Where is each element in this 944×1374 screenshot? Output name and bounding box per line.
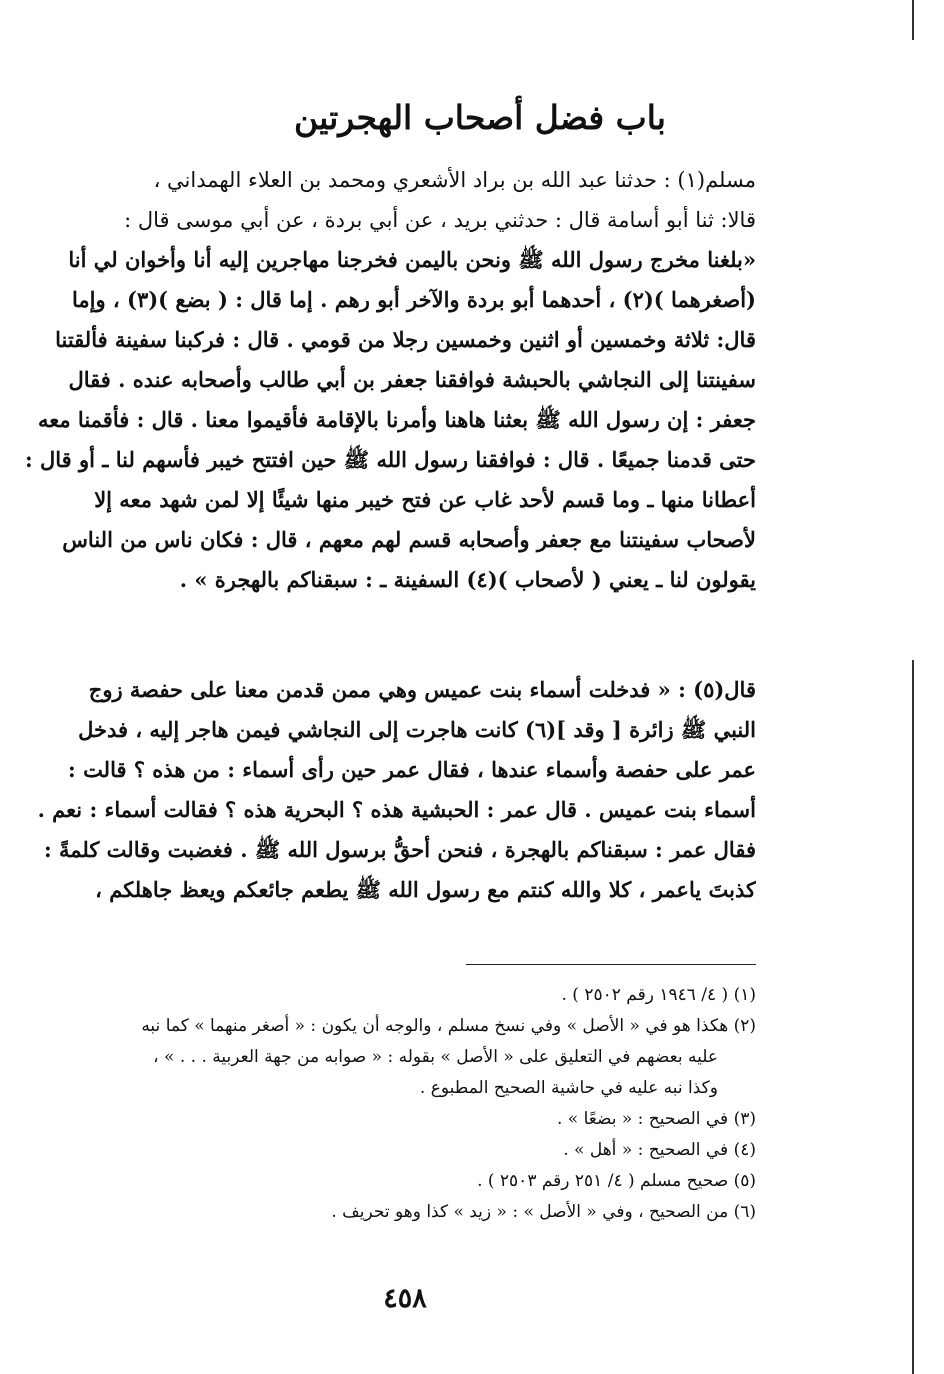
text-line: جعفر : إن رسول الله ﷺ بعثنا هاهنا وأمرنا بالإقامة فأقيموا معنا . قال : فأقمنا معه xyxy=(37,407,756,432)
text-line: فقال عمر : سبقناكم بالهجرة ، فنحن أحقُّ برسول الله ﷺ . فغضبت وقالت كلمةً : xyxy=(43,837,756,862)
text-line: أسماء بنت عميس . قال عمر : الحبشية هذه ؟ البحرية هذه ؟ فقالت أسماء : نعم . xyxy=(37,797,756,822)
text-line: «بلغنا مخرج رسول الله ﷺ ونحن باليمن فخرجنا مهاجرين إليه أنا وأخوان لي أنا xyxy=(68,247,756,272)
text-line: أعطانا منها ـ وما قسم لأحد غاب عن فتح خيبر منها شيئًا إلا لمن شهد معه إلا xyxy=(94,487,756,512)
text-line: مسلم(١) : حدثنا عبد الله بن براد الأشعري ومحمد بن العلاء الهمداني ، xyxy=(153,168,756,192)
footnote-2: (٢) هكذا هو في « الأصل » وفي نسخ مسلم ، والوجه أن يكون : « أصغر منهما » كما نبه xyxy=(141,1016,756,1036)
main-text-para1 xyxy=(22,160,756,600)
footnote-4: (٤) في الصحيح : « أهل » . xyxy=(563,1140,756,1160)
page-edge-line-top xyxy=(912,0,914,40)
footnote-5: (٥) صحيح مسلم ( ٤/ ٢٥١ رقم ٢٥٠٣ ) . xyxy=(477,1171,756,1191)
text-line: قال(٥) : « فدخلت أسماء بنت عميس وهي ممن قدمن معنا على حفصة زوج xyxy=(88,677,756,702)
text-line: عمر على حفصة وأسماء عندها ، فقال عمر حين رأى أسماء : من هذه ؟ قالت : xyxy=(68,757,756,782)
main-text-para2 xyxy=(22,670,756,910)
page-number: ٤٥٨ xyxy=(383,1283,427,1314)
footnote-2-continued: عليه بعضهم في التعليق على « الأصل » بقوله : « صوابه من جهة العربية . . . » ، xyxy=(153,1047,718,1067)
footnote-1: (١) ( ٤/ ١٩٤٦ رقم ٢٥٠٢ ) . xyxy=(561,985,756,1005)
footnote-2-continued: وكذا نبه عليه في حاشية الصحيح المطبوع . xyxy=(419,1078,718,1098)
page-edge-line xyxy=(912,660,914,1374)
footnote-separator xyxy=(466,964,756,965)
text-line: حتى قدمنا جميعًا . قال : فوافقنا رسول الله ﷺ حين افتتح خيبر فأسهم لنا ـ أو قال : xyxy=(24,447,756,472)
footnote-6: (٦) من الصحيح ، وفي « الأصل » : « زيد » كذا وهو تحريف . xyxy=(331,1202,756,1222)
text-line: كذبتَ ياعمر ، كلا والله كنتم مع رسول الله ﷺ يطعم جائعكم ويعظ جاهلكم ، xyxy=(95,877,756,902)
text-line: قال: ثلاثة وخمسين أو اثنين وخمسين رجلا من قومي . قال : فركبنا سفينة فألقتنا xyxy=(55,327,756,352)
footnotes xyxy=(22,980,756,1228)
text-line: يقولون لنا ـ يعني ( لأصحاب )(٤) السفينة ـ : سبقناكم بالهجرة » . xyxy=(179,567,756,592)
text-line: قالا: ثنا أبو أسامة قال : حدثني بريد ، عن أبي بردة ، عن أبي موسى قال : xyxy=(124,208,756,232)
text-line: النبي ﷺ زائرة [ وقد ](٦) كانت هاجرت إلى النجاشي فيمن هاجر إليه ، فدخل xyxy=(78,717,756,742)
chapter-title: باب فضل أصحاب الهجرتين xyxy=(294,98,666,137)
footnote-3: (٣) في الصحيح : « بضعًا » . xyxy=(556,1109,756,1129)
text-line: سفينتنا إلى النجاشي بالحبشة فوافقنا جعفر بن أبي طالب وأصحابه عنده . فقال xyxy=(68,367,756,392)
text-line: (أصغرهما )(٢) ، أحدهما أبو بردة والآخر أبو رهم . إما قال : ( بضع )(٣) ، وإما xyxy=(71,287,756,312)
text-line: لأصحاب سفينتنا مع جعفر وأصحابه قسم لهم معهم ، قال : فكان ناس من الناس xyxy=(62,527,756,552)
